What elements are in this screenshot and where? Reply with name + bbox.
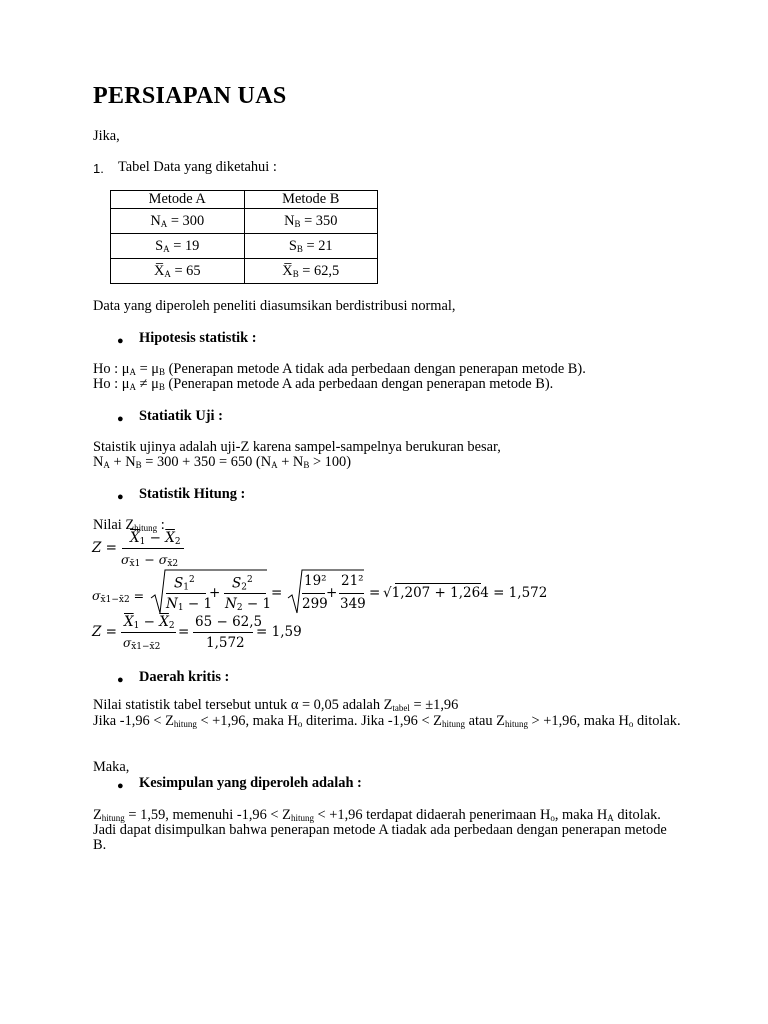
h1-line: Ho : $\mu_A \ne \mu_B$ (Penerapan metode A ada perbedaan dengan penerapan metode B). [93, 376, 554, 392]
plus-sign: + [209, 585, 221, 601]
kritis-line2: Jika $-1,96 < Z_{hitung} < +1,96$, maka $H_o$ diterima. Jika $-1,96 < Z_{hitung}$ atau $Z_{hitung} > +1,96$, maka $H_o$ ditolak. [93, 713, 681, 729]
formula-z-denominator: $\sigma_{x̄1} - \sigma_{x̄2}$ [121, 552, 179, 569]
table-cell: $S_A = 19$ [111, 234, 245, 259]
sigma-frac2-den: $N_2 - 1$ [225, 596, 272, 613]
normal-text: Data yang diperoleh peneliti diasumsikan berdistribusi normal, [93, 298, 456, 314]
bullet-icon: ● [117, 780, 124, 792]
heading-hitung: Statistik Hitung : [139, 486, 246, 502]
item1-text: Tabel Data yang diketahui : [118, 159, 277, 175]
fraction-line [122, 548, 184, 549]
fraction-line [121, 632, 176, 633]
z-num-values: 65 − 62,5 [195, 614, 263, 630]
z-den-values: 1,572 [206, 635, 245, 651]
heading-kritis: Daerah kritis : [139, 669, 230, 685]
data-table [110, 190, 378, 284]
table-cell: $X̅_B = 62,5$ [244, 259, 378, 284]
table-header: Metode A [111, 191, 245, 209]
z-comp-numerator: $\overline{X}_1 - \overline{X}_2$ [124, 614, 175, 631]
heading-uji: Statiatik Uji : [139, 408, 223, 424]
sigma-result: √1,207 + 1,264 = 1,572 [383, 585, 548, 601]
bullet-icon: ● [117, 491, 124, 503]
table-cell: $N_B = 350$ [244, 209, 378, 234]
formula-z: Z = [92, 540, 117, 556]
sigma-val1-den: 299 [302, 596, 328, 612]
heading-kesimpulan: Kesimpulan yang diperoleh adalah : [139, 775, 362, 791]
fraction-line [193, 632, 253, 633]
z-comp-denominator: $\sigma_{x̄1-x̄2}$ [123, 636, 161, 652]
sigma-val2-den: 349 [340, 596, 366, 612]
table-cell: $S_B = 21$ [244, 234, 378, 259]
fraction-line [302, 593, 325, 594]
bullet-icon: ● [117, 413, 124, 425]
sigma-val2-num: 21² [341, 573, 364, 589]
sigma-val1-num: 19² [304, 573, 327, 589]
uji-line1: Staistik ujinya adalah uji-Z karena sampel-sampelnya berukuran besar, [93, 439, 501, 455]
equals-sign: = [369, 585, 381, 601]
bullet-icon: ● [117, 674, 124, 686]
page-title: PERSIAPAN UAS [93, 83, 287, 109]
equals-sign: = [271, 585, 283, 601]
uji-line2: $N_A + N_B = 300 + 350 = 650$ $(N_A + N_B > 100)$ [93, 454, 352, 470]
table-header: Metode B [244, 191, 378, 209]
intro-text: Jika, [93, 128, 120, 144]
bullet-icon: ● [117, 335, 124, 347]
nilai-z-label: Nilai $Z_{hitung}$ : [93, 517, 165, 533]
z-result: = 1,59 [256, 624, 302, 640]
formula-z-numerator: $\overline{X}_1 - \overline{X}_2$ [130, 530, 181, 547]
formula-sigma: $\sigma_{x̄1-x̄2}$ = [92, 588, 145, 605]
table-cell: $X̅_A = 65$ [111, 259, 245, 284]
list-number: 1. [93, 161, 104, 176]
h0-line: Ho : $\mu_A = \mu_B$ (Penerapan metode A tidak ada perbedaan dengan penerapan metode B). [93, 361, 586, 377]
sigma-frac1-den: $N_1 - 1$ [166, 596, 213, 613]
heading-hipotesis: Hipotesis statistik : [139, 330, 257, 346]
kritis-line1: Nilai statistik tabel tersebut untuk α = 0,05 adalah $Z_{tabel} = \pm 1,96$ [93, 697, 459, 713]
kesimpulan-line2: Jadi dapat disimpulkan bahwa penerapan metode A tiadak ada perbedaan dengan penerapan metode [93, 822, 667, 838]
fraction-line [339, 593, 364, 594]
fraction-line [224, 593, 266, 594]
sigma-frac2-num: $S_2^2$ [232, 575, 253, 593]
fraction-line [166, 593, 206, 594]
kesimpulan-line1: $Z_{hitung} = 1,59$, memenuhi $-1,96 < Z_{hitung} < +1,96$ terdapat didaerah penerimaan $H_o$, maka $H_A$ ditolak. [93, 807, 661, 823]
maka-text: Maka, [93, 759, 130, 775]
formula-z-computed: Z = [92, 624, 117, 640]
table-cell: $N_A = 300$ [111, 209, 245, 234]
plus-sign: + [326, 585, 338, 601]
sqrt-bar [395, 583, 481, 584]
kesimpulan-line3: B. [93, 837, 107, 853]
equals-sign: = [178, 624, 190, 640]
sigma-frac1-num: $S_1^2$ [174, 575, 195, 593]
